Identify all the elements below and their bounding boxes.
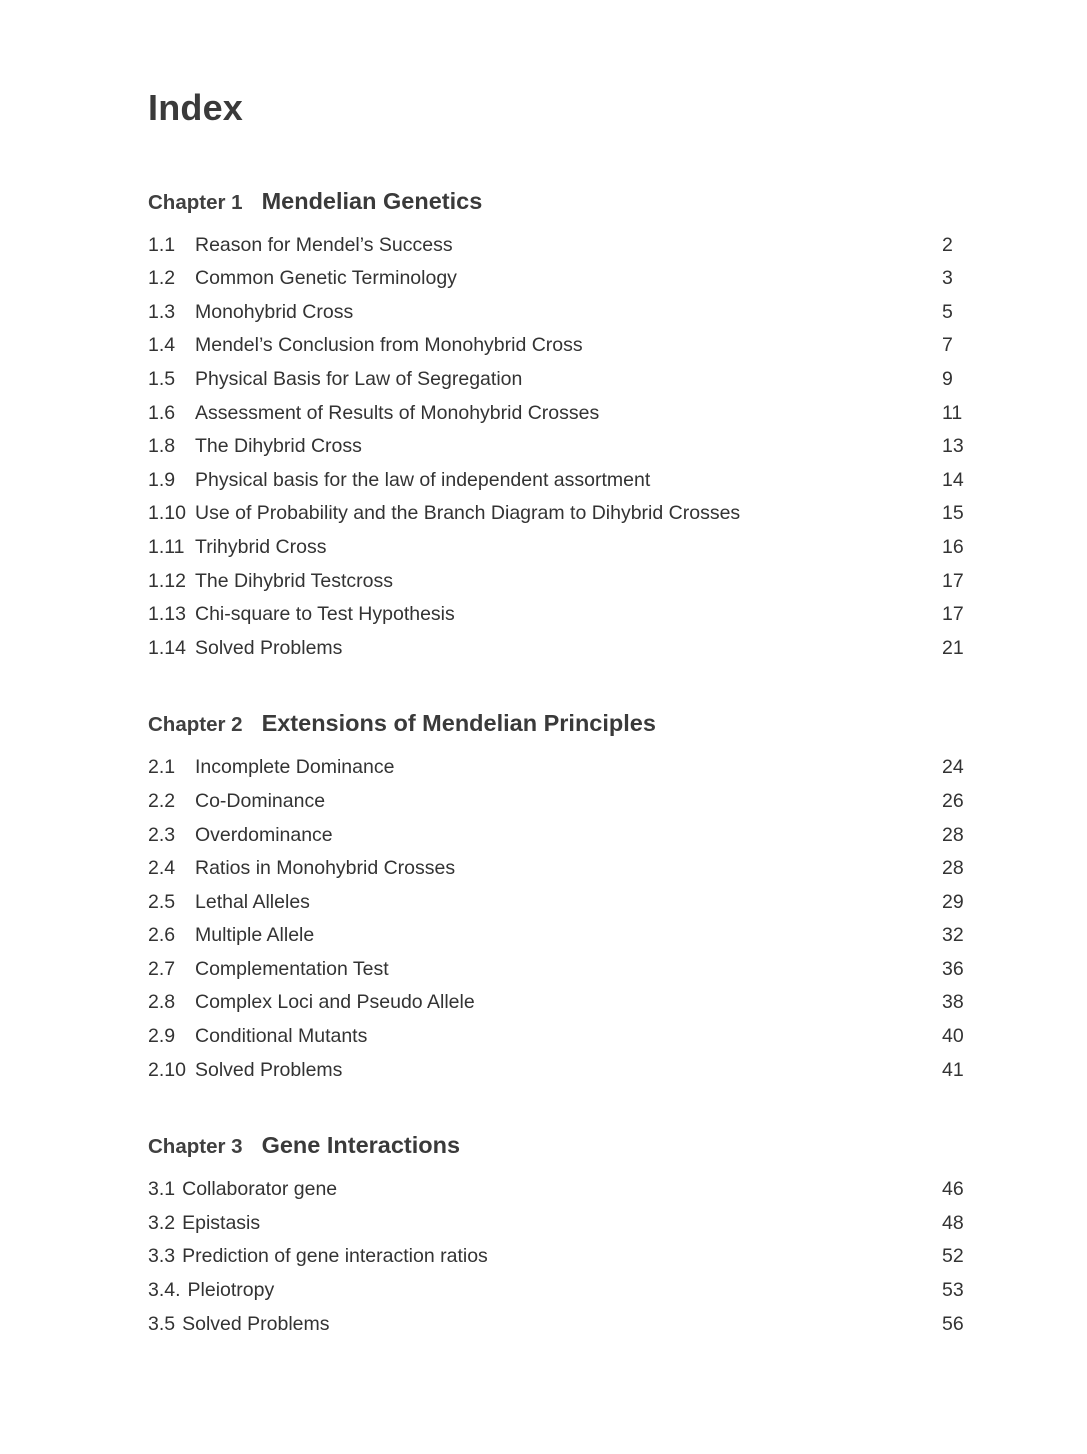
entry-page: 56 [942,1312,964,1335]
chapter-heading [148,184,968,220]
entry-title: Assessment of Results of Monohybrid Crosses [195,401,600,424]
toc-entry [148,632,968,666]
toc-entry [148,464,968,498]
entry-page: 29 [942,890,964,913]
entry-page: 16 [942,535,964,558]
entry-number: 1.12 [148,569,186,592]
chapter-section [148,184,968,666]
toc-entry [148,886,968,920]
entry-number: 2.3 [148,823,176,846]
chapter-entries [148,229,968,666]
chapters [148,184,968,1342]
entry-title: Use of Probability and the Branch Diagram to Dihybrid Crosses [195,502,741,525]
chapter-label: Chapter 3 [148,1135,243,1159]
toc-entry [148,986,968,1020]
entry-number: 2.5 [148,890,176,913]
entry-number: 1.11 [148,535,185,558]
entry-title: Physical basis for the law of independent assortment [195,468,651,491]
entry-title: Solved Problems [195,1058,343,1081]
entry-page: 24 [942,756,964,779]
toc-entry [148,785,968,819]
entry-number: 1.6 [148,401,176,424]
entry-title: Monohybrid Cross [195,300,354,323]
entry-page: 26 [942,789,964,812]
entry-page: 13 [942,435,964,458]
chapter-section [148,1128,968,1341]
chapter-heading [148,706,968,742]
entry-page: 14 [942,468,964,491]
entry-title: Complex Loci and Pseudo Allele [195,991,475,1014]
entry-page: 11 [942,401,963,424]
entry-number: 1.2 [148,267,176,290]
toc-entry [148,296,968,330]
toc-entry [148,262,968,296]
entry-title: Ratios in Monohybrid Crosses [195,857,456,880]
entry-page: 46 [942,1178,964,1201]
entry-title: Pleiotropy [187,1279,275,1302]
entry-number: 1.9 [148,468,176,491]
entry-number: 3.4. [148,1279,181,1302]
entry-number: 1.14 [148,636,186,659]
entry-title: Solved Problems [195,636,343,659]
toc-entry [148,919,968,953]
toc-entry [148,363,968,397]
entry-title: Co-Dominance [195,789,326,812]
entry-page: 17 [942,603,964,626]
entry-title: Solved Problems [182,1312,330,1335]
entry-number: 2.4 [148,857,176,880]
entry-page: 53 [942,1279,964,1302]
toc-entry [148,1207,968,1241]
entry-title: Prediction of gene interaction ratios [182,1245,488,1268]
entry-page: 15 [942,502,964,525]
chapter-title: Gene Interactions [261,1132,461,1159]
entry-page: 7 [942,334,953,357]
entry-title: Incomplete Dominance [195,756,395,779]
entry-title: Conditional Mutants [195,1025,368,1048]
entry-page: 52 [942,1245,964,1268]
entry-number: 1.5 [148,367,176,390]
toc-entry [148,819,968,853]
toc-entry [148,1240,968,1274]
entry-number: 2.9 [148,1025,176,1048]
entry-number: 2.6 [148,924,176,947]
entry-title: Multiple Allele [195,924,315,947]
entry-title: Lethal Alleles [195,890,310,913]
entry-title: Epistasis [182,1211,261,1234]
chapter-title: Extensions of Mendelian Principles [261,710,656,737]
entry-number: 3.2 [148,1211,176,1234]
entry-title: The Dihybrid Cross [195,435,362,458]
entry-page: 28 [942,857,964,880]
entry-page: 41 [942,1058,964,1081]
toc-entry [148,1173,968,1207]
toc-entry [148,1020,968,1054]
toc-entry [148,953,968,987]
entry-title: Overdominance [195,823,333,846]
toc-entry [148,497,968,531]
entry-number: 1.1 [148,233,176,256]
chapter-label: Chapter 1 [148,190,243,214]
toc-entry [148,430,968,464]
chapter-heading [148,1128,968,1164]
toc-entry [148,852,968,886]
entry-title: Physical Basis for Law of Segregation [195,367,523,390]
toc-entry [148,1308,968,1342]
toc-entry [148,1054,968,1088]
toc-entry [148,531,968,565]
entry-title: Collaborator gene [182,1178,338,1201]
chapter-section [148,706,968,1087]
entry-page: 5 [942,300,953,323]
entry-title: The Dihybrid Testcross [195,569,393,592]
entry-number: 2.10 [148,1058,186,1081]
entry-page: 9 [942,367,953,390]
entry-number: 3.5 [148,1312,176,1335]
entry-number: 2.7 [148,957,176,980]
entry-title: Complementation Test [195,957,389,980]
entry-page: 17 [942,569,964,592]
entry-title: Chi-square to Test Hypothesis [195,603,455,626]
chapter-entries [148,1173,968,1341]
chapter-title: Mendelian Genetics [261,187,483,214]
toc-entry [148,565,968,599]
entry-title: Mendel’s Conclusion from Monohybrid Cross [195,334,583,357]
entry-page: 38 [942,991,964,1014]
toc-entry [148,229,968,263]
page-title: Index [148,87,244,128]
entry-number: 1.8 [148,435,176,458]
entry-title: Trihybrid Cross [195,535,327,558]
entry-title: Reason for Mendel’s Success [195,233,453,256]
entry-number: 1.4 [148,334,176,357]
entry-number: 3.1 [148,1178,176,1201]
toc-entry [148,1274,968,1308]
chapter-label: Chapter 2 [148,713,243,737]
entry-number: 2.1 [148,756,176,779]
toc-entry [148,397,968,431]
entry-number: 3.3 [148,1245,176,1268]
entry-page: 40 [942,1025,964,1048]
entry-number: 2.2 [148,789,176,812]
toc-entry [148,751,968,785]
entry-page: 21 [942,636,964,659]
entry-title: Common Genetic Terminology [195,267,457,290]
entry-page: 3 [942,267,953,290]
chapter-entries [148,751,968,1087]
entry-number: 1.3 [148,300,176,323]
entry-page: 28 [942,823,964,846]
entry-page: 48 [942,1211,964,1234]
entry-page: 32 [942,924,964,947]
entry-number: 1.10 [148,502,186,525]
entry-page: 2 [942,233,953,256]
entry-page: 36 [942,957,964,980]
entry-number: 1.13 [148,603,186,626]
entry-number: 2.8 [148,991,176,1014]
toc-entry [148,598,968,632]
toc-entry [148,329,968,363]
